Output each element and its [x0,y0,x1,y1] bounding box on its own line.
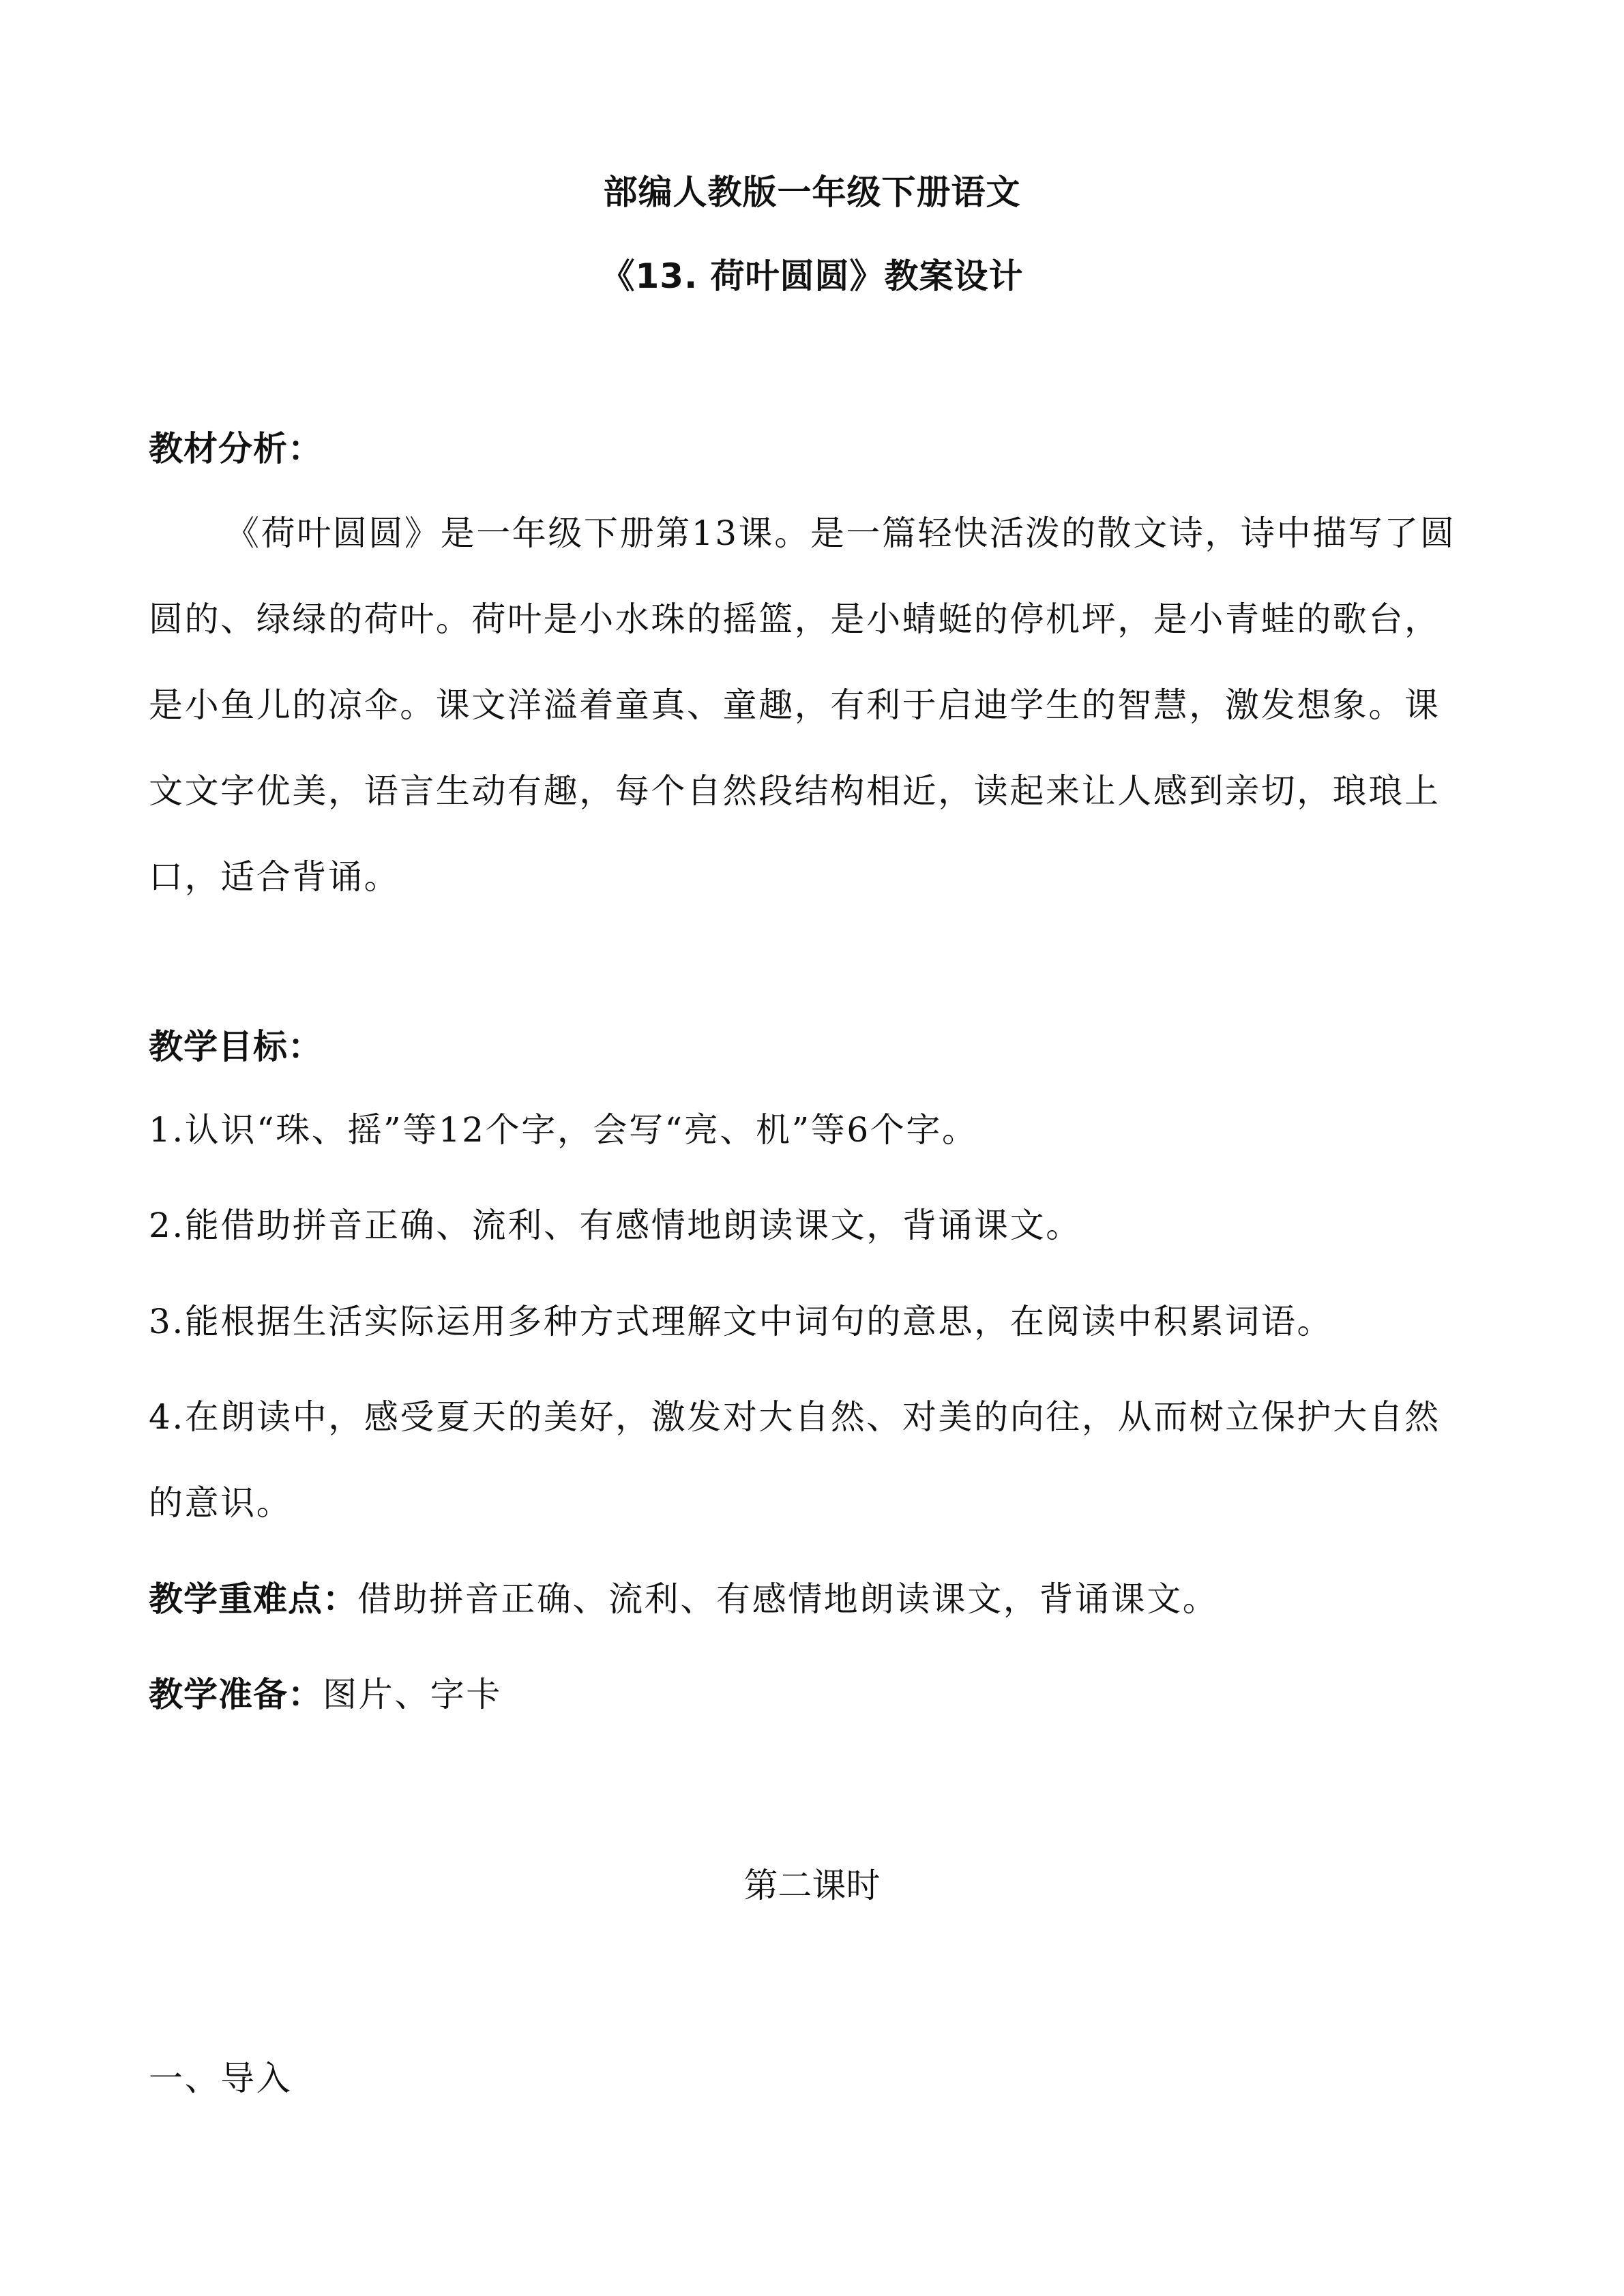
goal-item-1: 1.认识“珠、摇”等12个字，会写“亮、机”等6个字。 [149,1110,978,1150]
analysis-heading: 教材分析： [149,429,323,468]
preparation-label: 教学准备： [149,1675,323,1714]
key-points-label: 教学重难点： [149,1579,357,1619]
key-points-text: 借助拼音正确、流利、有感情地朗读课文，背诵课文。 [357,1579,1219,1619]
preparation [149,1674,502,1715]
lesson-period: 第二课时 [743,1866,881,1905]
document-title-line2: 《13. 荷叶圆圆》教案设计 [600,256,1024,296]
key-points [149,1579,1218,1620]
preparation-text: 图片、字卡 [323,1675,502,1714]
analysis-paragraph [149,490,1475,920]
analysis-text: 《荷叶圆圆》是一年级下册第13课。是一篇轻快活泼的散文诗，诗中描写了圆圆的、绿绿的荷叶。荷叶是小水珠的摇篮，是小蜻蜓的停机坪，是小青蛙的歌台，是小鱼儿的凉伞。课文洋溢着童真、童趣，有利于启迪学生的智慧，激发想象。课文文字优美，语言生动有趣，每个自然段结构相近，读起来让人感到亲切，琅琅上口，适合背诵。 [149,513,1456,897]
document-title-line1: 部编人教版一年级下册语文 [603,173,1021,212]
goals-heading: 教学目标： [149,1027,323,1067]
section-heading-intro: 一、导入 [149,2059,293,2098]
goal-item-3: 3.能根据生活实际运用多种方式理解文中词句的意思，在阅读中积累词语。 [149,1302,1333,1341]
goal-item-2: 2.能借助拼音正确、流利、有感情地朗读课文，背诵课文。 [149,1206,1082,1245]
goal-item-4: 4.在朗读中，感受夏天的美好，激发对大自然、对美的向往，从而树立保护大自然的意识。 [149,1397,1441,1523]
